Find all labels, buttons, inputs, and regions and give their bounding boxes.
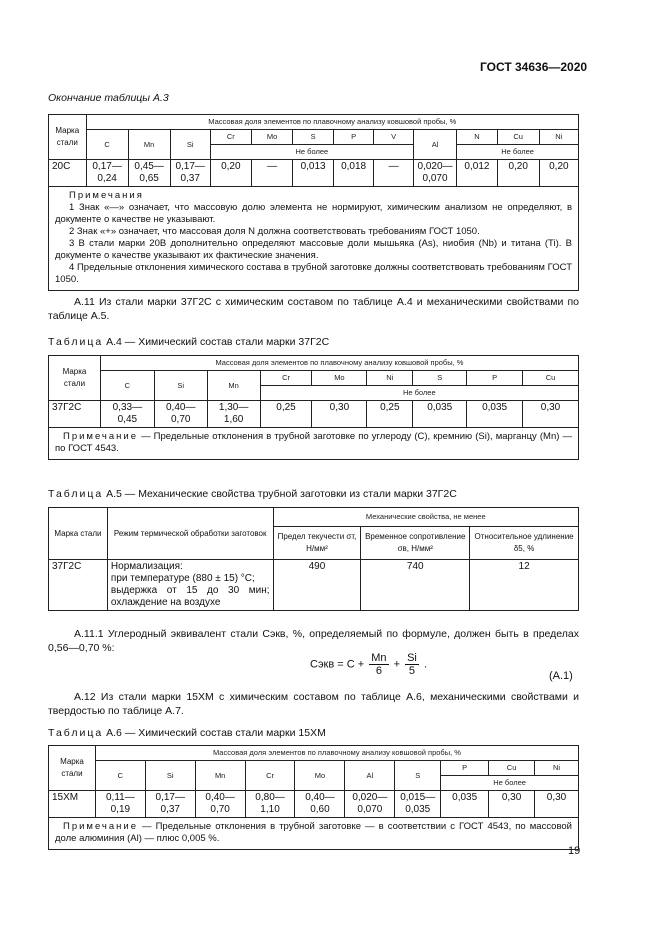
formula-plus: +: [393, 658, 401, 671]
col-header: Al: [345, 761, 395, 791]
col-grade-header: Марка стали: [49, 508, 108, 560]
col-header: Cu: [489, 761, 535, 776]
formula-label: (А.1): [549, 670, 573, 682]
table-a3-caption: Окончание таблицы А.3: [48, 92, 169, 104]
cell-elongation: 12: [470, 560, 579, 611]
col-header: S: [395, 761, 441, 791]
col-header: P: [467, 371, 523, 386]
col-header: P: [441, 761, 489, 776]
col-header: Mo: [295, 761, 345, 791]
fraction-mn: [369, 652, 388, 677]
cell-value: 0,020— 0,070: [345, 791, 395, 818]
col-header: Cr: [260, 371, 312, 386]
cell-value: 0,45— 0,65: [128, 160, 170, 187]
table-row: [49, 401, 579, 428]
table-a4-note: [49, 428, 579, 460]
no-more-label: Не более: [457, 145, 579, 160]
cell-value: 0,25: [260, 401, 312, 428]
col-header: Ni: [367, 371, 413, 386]
table-a6-note: [49, 818, 579, 850]
cell-value: 0,17— 0,37: [170, 160, 210, 187]
cell-value: 0,020— 0,070: [413, 160, 456, 187]
col-header: Ni: [539, 130, 578, 145]
cell-grade: 20С: [49, 160, 87, 187]
paragraph-a11: А.11 Из стали марки 37Г2С с химическим составом по таблице А.4 и механическими свойствами по таблице А.5.: [48, 296, 579, 322]
table-a6: [48, 745, 579, 850]
table-a4: [48, 355, 579, 460]
cell-value: 0,20: [497, 160, 539, 187]
group-header: Массовая доля элементов по плавочному анализу ковшовой пробы, %: [100, 356, 578, 371]
table-a3-notes: [49, 187, 579, 291]
cell-value: 0,30: [489, 791, 535, 818]
col-tensile-header: Временное сопротивление σв, Н/мм²: [361, 527, 470, 560]
caption-word: Таблица: [48, 727, 104, 739]
formula-lhs: Сэкв = С +: [310, 658, 365, 671]
cell-value: 1,30— 1,60: [207, 401, 260, 428]
no-more-label: Не более: [210, 145, 413, 160]
table-a5: [48, 507, 579, 611]
notes-title: Примечания: [69, 190, 144, 201]
cell-yield: 490: [273, 560, 361, 611]
cell-value: 0,30: [535, 791, 579, 818]
cell-value: 0,015— 0,035: [395, 791, 441, 818]
col-header: S: [413, 371, 467, 386]
note-word: Примечание: [63, 821, 138, 832]
cell-value: 0,17— 0,37: [145, 791, 195, 818]
cell-value: —: [251, 160, 293, 187]
cell-value: 0,25: [367, 401, 413, 428]
note-3: 3 В стали марки 20В дополнительно определяют массовые доли мышьяка (As), ниобия (Nb) и титана (Ti). В документе о качестве указывают их фактические значения.: [55, 238, 572, 261]
cell-value: 0,013: [293, 160, 333, 187]
col-header: Ni: [535, 761, 579, 776]
col-grade-header: Марка стали: [49, 356, 101, 401]
caption-word: Таблица: [48, 336, 104, 348]
formula-a1: [310, 652, 427, 677]
col-header: Si: [170, 130, 210, 160]
no-more-label: Не более: [441, 776, 579, 791]
col-header: C: [100, 371, 154, 401]
col-yield-header: Предел текучести σт, Н/мм²: [273, 527, 361, 560]
caption-text: А.4 — Химический состав стали марки 37Г2С: [106, 336, 330, 348]
cell-value: 0,035: [441, 791, 489, 818]
cell-grade: 15ХМ: [49, 791, 96, 818]
cell-value: 0,30: [523, 401, 579, 428]
caption-text: А.6 — Химический состав стали марки 15ХМ: [106, 727, 326, 739]
cell-value: 0,40— 0,70: [195, 791, 245, 818]
col-grade-header: Марка стали: [49, 115, 87, 160]
note-text: — Предельные отклонения в трубной заготовке — в соответствии с ГОСТ 4543, по массовой доле алюминия (Al) — плюс 0,005 %.: [55, 821, 572, 844]
numerator: Si: [407, 652, 417, 664]
mode-line: Нормализация:: [110, 561, 183, 572]
cell-grade: 37Г2С: [49, 560, 108, 611]
col-header: V: [374, 130, 414, 145]
cell-tensile: 740: [361, 560, 470, 611]
col-elongation-header: Относительное удлинение δ5, %: [470, 527, 579, 560]
cell-value: —: [374, 160, 414, 187]
col-header: Mn: [195, 761, 245, 791]
fraction-si: [405, 652, 419, 677]
col-header: S: [293, 130, 333, 145]
col-header: Cr: [210, 130, 251, 145]
col-header: Mn: [207, 371, 260, 401]
mode-line: выдержка от 15 до 30 мин; охлаждение на воздухе: [110, 585, 270, 608]
note-1: 1 Знак «—» означает, что массовую долю элемента не нормируют, химическим анализом не определяют, в документе о качестве не указывают.: [55, 202, 572, 225]
cell-value: 0,11— 0,19: [95, 791, 145, 818]
cell-value: 0,33— 0,45: [100, 401, 154, 428]
mode-line: при температуре (880 ± 15) °С;: [110, 573, 255, 584]
cell-value: 0,035: [413, 401, 467, 428]
col-header: Si: [145, 761, 195, 791]
col-header: Mn: [128, 130, 170, 160]
col-header: C: [95, 761, 145, 791]
page-number: 19: [568, 845, 581, 857]
table-a6-caption: [48, 727, 326, 739]
table-a4-caption: [48, 336, 329, 348]
cell-value: 0,17— 0,24: [86, 160, 128, 187]
col-header: Cu: [523, 371, 579, 386]
col-header: Al: [413, 130, 456, 160]
table-row: [49, 791, 579, 818]
col-header: Cu: [497, 130, 539, 145]
group-header: Механические свойства, не менее: [273, 508, 578, 527]
group-header: Массовая доля элементов по плавочному анализу ковшовой пробы, %: [95, 746, 578, 761]
note-word: Примечание: [63, 431, 138, 442]
cell-grade: 37Г2С: [49, 401, 101, 428]
table-a5-caption: [48, 488, 457, 500]
cell-value: 0,40— 0,70: [154, 401, 207, 428]
paragraph-a12: А.12 Из стали марки 15ХМ с химическим составом по таблице А.6, механическими свойствами и твердостью по таблице А.7.: [48, 691, 579, 717]
col-header: Mo: [251, 130, 293, 145]
caption-text: А.5 — Механические свойства трубной заготовки из стали марки 37Г2С: [106, 488, 457, 500]
document-code: ГОСТ 34636—2020: [480, 60, 588, 74]
col-header: Cr: [245, 761, 295, 791]
caption-word: Таблица: [48, 488, 104, 500]
col-header: P: [333, 130, 373, 145]
col-header: N: [457, 130, 497, 145]
table-row: [49, 160, 579, 187]
formula-end: .: [423, 658, 427, 671]
col-header: Si: [154, 371, 207, 401]
no-more-label: Не более: [260, 386, 578, 401]
cell-value: 0,20: [539, 160, 578, 187]
col-mode-header: Режим термической обработки заготовок: [107, 508, 273, 560]
cell-value: 0,40— 0,60: [295, 791, 345, 818]
cell-value: 0,80— 1,10: [245, 791, 295, 818]
denominator: 6: [375, 665, 382, 677]
note-4: 4 Предельные отклонения химического состава в трубной заготовке должны соответствовать требованиям ГОСТ 1050.: [55, 262, 572, 285]
denominator: 5: [408, 665, 416, 677]
note-text: — Предельные отклонения в трубной заготовке по углероду (С), кремнию (Si), марганцу (Mn) — по ГОСТ 4543.: [55, 431, 572, 454]
table-a3: [48, 114, 579, 291]
col-header: C: [86, 130, 128, 160]
group-header: Массовая доля элементов по плавочному анализу ковшовой пробы, %: [86, 115, 578, 130]
cell-value: 0,035: [467, 401, 523, 428]
cell-value: 0,012: [457, 160, 497, 187]
numerator: Mn: [371, 652, 387, 664]
col-header: Mo: [312, 371, 367, 386]
table-row: [49, 560, 579, 611]
cell-value: 0,30: [312, 401, 367, 428]
paragraph-a11-1: А.11.1 Углеродный эквивалент стали Сэкв, %, определяемый по формуле, должен быть в пределах 0,56—0,70 %:: [48, 628, 579, 654]
note-2: 2 Знак «+» означает, что массовая доля N должна соответствовать требованиям ГОСТ 1050.: [69, 226, 480, 237]
col-grade-header: Марка стали: [49, 746, 96, 791]
cell-value: 0,20: [210, 160, 251, 187]
cell-mode: [107, 560, 273, 611]
cell-value: 0,018: [333, 160, 373, 187]
